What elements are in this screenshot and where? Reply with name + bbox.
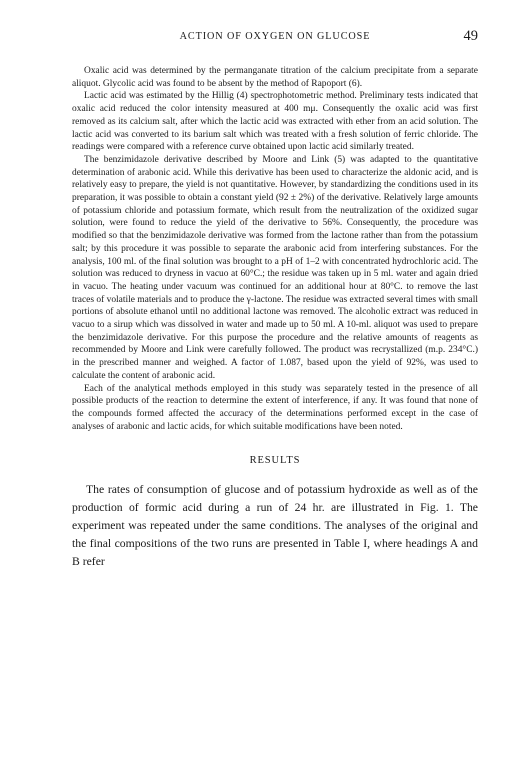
paragraph-results: The rates of consumption of glucose and of potassium hydroxide as well as of the production of formic acid during a run of 24 hr. are illustrated in Fig. 1. The experiment was repeated under the same conditions. The analyses of the original and the final compositions of the two runs are presented in Table I, where headings A and B refer (72, 483, 478, 569)
section-heading-results: RESULTS (249, 455, 301, 467)
running-title: ACTION OF OXYGEN ON GLUCOSE (179, 31, 371, 42)
body-text (72, 65, 478, 571)
running-head (72, 28, 478, 48)
paragraph-benzimidazole: The benzimidazole derivative described by Moore and Link (5) was adapted to the quantitative determination of arabonic acid. While this derivative has been used to characterize the aldonic acid, and is relatively easy to prepare, the yield is not quantitative. However, by standardizing the conditions used in its preparation, it was possible to obtain a constant yield (92 ± 2%) of the derivative. Relatively large amounts of potassium chloride and potassium formate, which result from the neutralization of the oxidized sugar solution, were found to reduce the yield of the derivative to 56%. Consequently, the procedure was modified so that the benzimidazole derivative was formed from the lactone rather than from the potassium salt; by this procedure it was possible to separate the arabonic acid from interfering substances. For the analysis, 100 ml. of the final solution was brought to a pH of 1–2 with concentrated hydrochloric acid. The solution was reduced to dryness in vacuo at 60°C.; the residue was taken up in 5 ml. water and again dried in vacuo. The heating under vacuum was continued for an additional hour at 80°C. to remove the last traces of volatile materials and to produce the γ-lactone. The residue was extracted several times with small portions of absolute ethanol until no additional lactone was removed. The alcoholic extract was reduced in vacuo to a sirup which was dissolved in water and made up to 50 ml. A 10-ml. aliquot was used to prepare the benzimidazole derivative. For this purpose the procedure and the relative amounts of reagents as recommended by Moore and Link were carefully followed. The product was recrystallized (m.p. 234°C.) in the prescribed manner and weighed. A factor of 1.087, based upon the yield of 92%, was used to calculate the content of arabonic acid. (72, 154, 478, 381)
paragraph-lactic-acid: Lactic acid was estimated by the Hillig (4) spectrophotometric method. Preliminary tests indicated that oxalic acid reduced the color intensity measured at 400 mμ. Consequently the oxalic acid was first removed as its calcium salt, after which the lactic acid was extracted with ether from an acid solution. The lactic acid was converted to its barium salt which was treated with a fresh solution of ferric chloride. The readings were compared with a reference curve obtained upon lactic acid similarly treated. (72, 91, 478, 153)
paragraph-interference: Each of the analytical methods employed in this study was separately tested in the presence of all possible products of the reaction to determine the extent of interference, if any. It was found that none of the compounds formed affected the accuracy of the determinations performed except in the case of analyses of arabonic and lactic acids, for which suitable modifications have been noted. (72, 383, 478, 432)
page-number: 49 (463, 28, 478, 44)
paragraph-oxalic-acid: Oxalic acid was determined by the permanganate titration of the calcium precipitate from a separate aliquot. Glycolic acid was found to be absent by the method of Rapoport (6). (72, 66, 478, 89)
